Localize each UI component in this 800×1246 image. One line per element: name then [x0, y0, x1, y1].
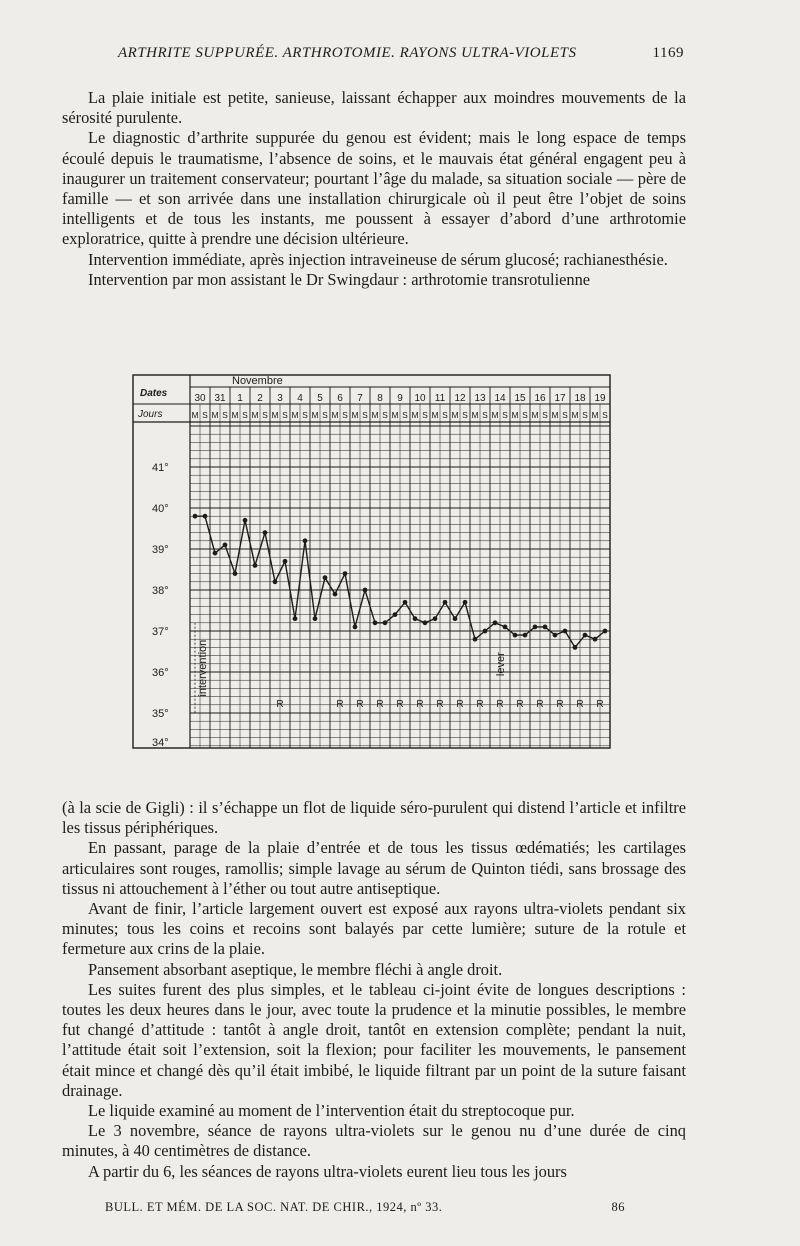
temperature-point [583, 633, 588, 638]
day-part-label: M [491, 410, 499, 420]
day-part-label: M [291, 410, 299, 420]
temperature-point [313, 616, 318, 621]
temperature-point [533, 625, 538, 630]
temperature-point [563, 629, 568, 634]
day-part-label: M [231, 410, 239, 420]
temperature-point [393, 612, 398, 617]
temperature-point [283, 559, 288, 564]
temperature-chart [130, 365, 612, 753]
day-part-label: S [502, 410, 508, 420]
day-part-label: S [582, 410, 588, 420]
rayons-marker: R [536, 698, 544, 710]
temperature-point [603, 629, 608, 634]
day-part-label: S [222, 410, 228, 420]
temperature-point [543, 625, 548, 630]
date-label: 3 [277, 393, 283, 404]
intervention-label: intervention [197, 639, 209, 697]
temperature-point [363, 588, 368, 593]
day-part-label: M [371, 410, 379, 420]
signature-number: 86 [611, 1200, 625, 1214]
date-label: 19 [594, 393, 606, 404]
day-part-label: S [302, 410, 308, 420]
day-part-label: S [402, 410, 408, 420]
temperature-point [463, 600, 468, 605]
temperature-point [513, 633, 518, 638]
paragraph: Le 3 novembre, séance de rayons ultra-violets sur le genou nu d’une durée de cinq minutes, à 40 centimètres de distance. [62, 1121, 686, 1161]
date-label: 30 [194, 393, 206, 404]
day-part-label: M [431, 410, 439, 420]
temperature-point [373, 620, 378, 625]
paragraph: Le diagnostic d’arthrite suppurée du genou est évident; mais le long espace de temps écoulé depuis le traumatisme, l’absence de soins, et le mauvais état général engagent peu à inaugurer un traitement conservateur; pourtant l’âge du malade, sa situation sociale — père de famille — et son arrivée dans une installation chirurgicale où il peut être l’objet de soins intelligents et de tous les instants, me poussent à essayer d’abord d’une arthrotomie exploratrice, quitte à prendre une décision ultérieure. [62, 128, 686, 249]
temperature-point [523, 633, 528, 638]
paragraph: Avant de finir, l’article largement ouvert est exposé aux rayons ultra-violets pendant six minutes; tous les coins et recoins sont balayés par cette lumière; suture de la rotule et fermeture aux crins de la plaie. [62, 899, 686, 959]
rayons-marker: R [496, 698, 504, 710]
temperature-point [503, 625, 508, 630]
temperature-point [573, 645, 578, 650]
day-part-label: M [351, 410, 359, 420]
day-part-label: M [551, 410, 559, 420]
paragraph: Intervention immédiate, après injection intraveineuse de sérum glucosé; rachianesthésie. [88, 249, 668, 269]
text-block-top [62, 88, 686, 290]
paragraph: Les suites furent des plus simples, et le tableau ci-joint évite de longues descriptions : toutes les deux heures dans le jour, avec toute la prudence et la minutie possibles, le membre fut changé d’attitude : tantôt à angle droit, tantôt en extension complète; pendant la nuit, l’attitude était soit l’extension, soit la flexion; pour faciliter les mouvements, le pansement était mince et changé dès qu’il était imbibé, le liquide filtrant par un point de la suture faisant drainage. [62, 979, 686, 1100]
rayons-marker: R [576, 698, 584, 710]
day-part-label: S [542, 410, 548, 420]
day-part-label: M [451, 410, 459, 420]
day-part-label: S [262, 410, 268, 420]
day-part-label: M [391, 410, 399, 420]
temperature-label: 35° [152, 708, 169, 720]
date-label: 1 [237, 393, 243, 404]
temperature-label: 39° [152, 544, 169, 556]
running-header [118, 45, 686, 67]
date-label: 16 [534, 393, 546, 404]
temperature-point [483, 629, 488, 634]
rayons-marker: R [476, 698, 484, 710]
date-label: 8 [377, 393, 383, 404]
day-part-label: M [471, 410, 479, 420]
temperature-point [493, 620, 498, 625]
date-label: 11 [434, 393, 446, 404]
temperature-point [333, 592, 338, 597]
chart-title: Novembre [232, 375, 283, 387]
date-label: 12 [454, 393, 466, 404]
date-label: 7 [357, 393, 363, 404]
day-part-label: S [462, 410, 468, 420]
paragraph: Pansement absorbant aseptique, le membre fléchi à angle droit. [88, 959, 503, 979]
day-part-label: S [342, 410, 348, 420]
day-part-label: S [322, 410, 328, 420]
day-part-label: S [522, 410, 528, 420]
temperature-point [323, 575, 328, 580]
running-title: ARTHRITE SUPPURÉE. ARTHROTOMIE. RAYONS ULTRA-VIOLETS [118, 45, 577, 61]
paragraph: A partir du 6, les séances de rayons ultra-violets eurent lieu tous les jours [88, 1161, 567, 1181]
temperature-point [593, 637, 598, 642]
rayons-marker: R [596, 698, 604, 710]
temperature-point [233, 571, 238, 576]
paragraph: (à la scie de Gigli) : il s’échappe un flot de liquide séro-purulent qui distend l’article et infiltre les tissus périphériques. [62, 798, 686, 838]
temperature-point [343, 571, 348, 576]
temperature-point [273, 579, 278, 584]
day-part-label: S [282, 410, 288, 420]
temperature-point [223, 543, 228, 548]
day-part-label: M [251, 410, 259, 420]
day-part-label: S [602, 410, 608, 420]
temperature-point [353, 625, 358, 630]
day-part-label: M [191, 410, 199, 420]
paragraph: Intervention par mon assistant le Dr Swingdaur : arthrotomie transrotulienne [88, 269, 591, 289]
temperature-point [553, 633, 558, 638]
temperature-point [293, 616, 298, 621]
rayons-marker: R [336, 698, 344, 710]
date-label: 6 [337, 393, 343, 404]
day-part-label: M [571, 410, 579, 420]
paragraph: Le liquide examiné au moment de l’intervention était du streptocoque pur. [88, 1101, 575, 1121]
temperature-label: 37° [152, 626, 169, 638]
day-part-label: S [362, 410, 368, 420]
date-label: 15 [514, 393, 526, 404]
date-label: 14 [494, 393, 506, 404]
chart-labels [137, 375, 608, 749]
day-part-label: M [411, 410, 419, 420]
journal-citation: BULL. ET MÉM. DE LA SOC. NAT. DE CHIR., 1924, nº 33. [105, 1200, 443, 1214]
temperature-point [193, 514, 198, 519]
day-part-label: S [562, 410, 568, 420]
rayons-marker: R [416, 698, 424, 710]
temperature-label: 34° [152, 737, 169, 749]
text-block-bottom [62, 798, 686, 1182]
date-label: 10 [414, 393, 426, 404]
day-part-label: S [382, 410, 388, 420]
temperature-point [213, 551, 218, 556]
temperature-point [303, 538, 308, 543]
paragraph: En passant, parage de la plaie d’entrée et de tous les tissus œdématiés; les cartilages articulaires sont rouges, ramollis; simple lavage au sérum de Quinton tiédi, sans brossage des tissus ni attouchement à l’éther ou tout autre antiseptique. [62, 838, 686, 898]
rayons-marker: R [516, 698, 524, 710]
date-label: 17 [554, 393, 566, 404]
day-part-label: S [202, 410, 208, 420]
day-part-label: M [531, 410, 539, 420]
temperature-point [253, 563, 258, 568]
temperature-point [413, 616, 418, 621]
day-part-label: M [211, 410, 219, 420]
date-label: 9 [397, 393, 403, 404]
day-part-label: S [442, 410, 448, 420]
row-label-dates: Dates [140, 388, 168, 399]
date-label: 2 [257, 393, 263, 404]
lever-label: lever [495, 652, 507, 677]
date-label: 13 [474, 393, 486, 404]
day-part-label: S [422, 410, 428, 420]
date-label: 18 [574, 393, 586, 404]
rayons-marker: R [276, 698, 284, 710]
rayons-marker: R [396, 698, 404, 710]
date-label: 31 [214, 393, 226, 404]
paragraph: La plaie initiale est petite, sanieuse, laissant échapper aux moindres mouvements de la sérosité purulente. [62, 88, 686, 128]
temperature-point [243, 518, 248, 523]
temperature-label: 38° [152, 585, 169, 597]
temperature-point [453, 616, 458, 621]
temperature-label: 36° [152, 667, 169, 679]
day-part-label: M [511, 410, 519, 420]
temperature-point [443, 600, 448, 605]
rayons-marker: R [436, 698, 444, 710]
date-label: 4 [297, 393, 303, 404]
day-part-label: M [311, 410, 319, 420]
row-label-days: Jours [138, 409, 163, 420]
day-part-label: M [271, 410, 279, 420]
temperature-label: 40° [152, 503, 169, 515]
page-number: 1169 [652, 45, 684, 61]
rayons-marker: R [356, 698, 364, 710]
rayons-marker: R [456, 698, 464, 710]
temperature-point [403, 600, 408, 605]
temperature-point [423, 620, 428, 625]
rayons-marker: R [376, 698, 384, 710]
temperature-point [383, 620, 388, 625]
day-part-label: M [331, 410, 339, 420]
date-label: 5 [317, 393, 323, 404]
rayons-marker: R [556, 698, 564, 710]
day-part-label: M [591, 410, 599, 420]
day-part-label: S [482, 410, 488, 420]
temperature-label: 41° [152, 462, 169, 474]
temperature-point [263, 530, 268, 535]
footer [105, 1200, 625, 1218]
day-part-label: S [242, 410, 248, 420]
temperature-point [473, 637, 478, 642]
temperature-point [203, 514, 208, 519]
temperature-point [433, 616, 438, 621]
